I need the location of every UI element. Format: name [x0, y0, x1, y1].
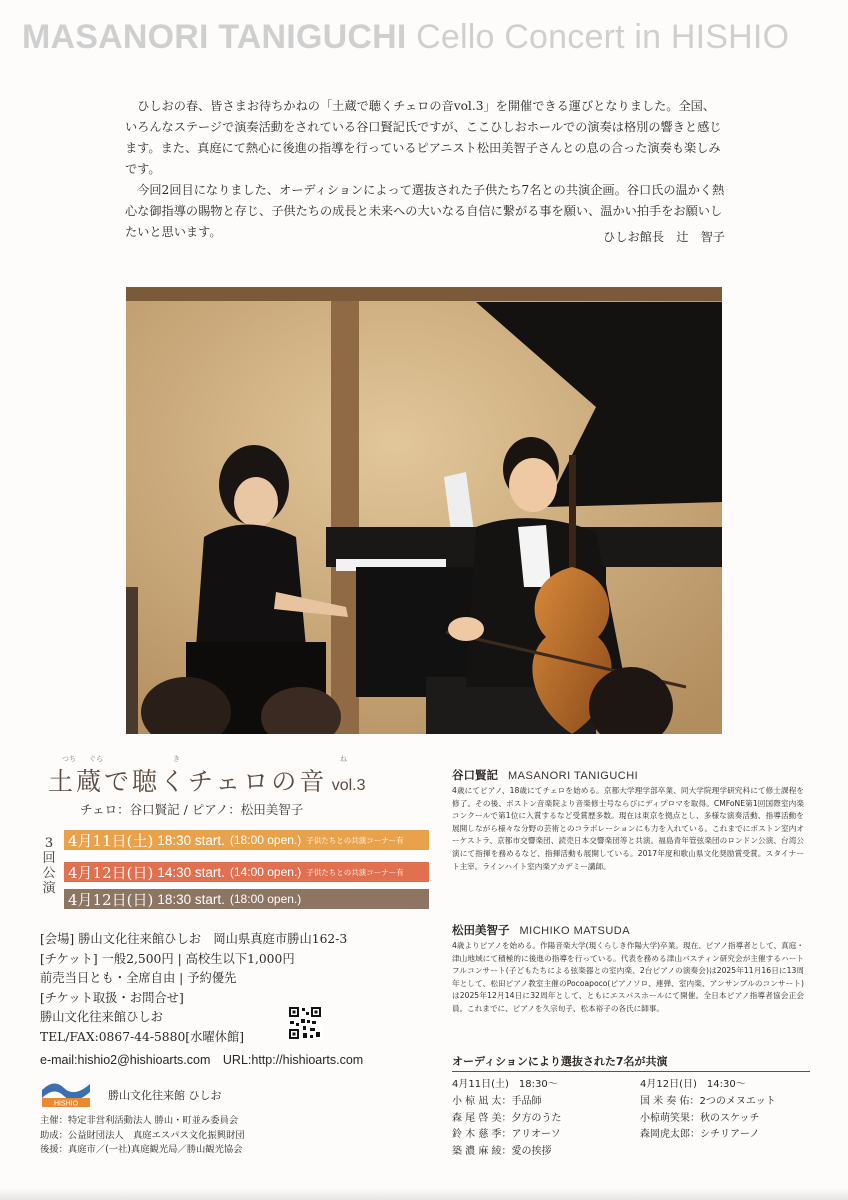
artist-name-en: MASANORI TANIGUCHI — [508, 770, 639, 782]
performance-time: 18:30 start. — [157, 832, 225, 848]
qr-code-icon[interactable] — [288, 1006, 322, 1040]
performance-date: 4月12日(日) — [68, 890, 154, 909]
performance-date: 4月12日(日) — [68, 863, 154, 882]
venue-line: [会場] 勝山文化往来館ひしお 岡山県真庭市勝山162-3 — [40, 932, 348, 946]
list-item: 鈴 木 慈 季：アリオーソ — [452, 1129, 561, 1141]
performance-row — [64, 889, 429, 909]
contact-name: 勝山文化往来館ひしお — [40, 1010, 163, 1024]
audition-day1 — [452, 1077, 562, 1161]
sponsor-support: 後援：真庭市／(一社)真庭観光局／勝山観光協会 — [40, 1144, 243, 1155]
intro-text — [125, 96, 725, 243]
scan-bottom-edge — [0, 1188, 848, 1200]
intro-paragraph-2: 今回2回目になりました、オーディションによって選抜された子供たち7名との共演企画。谷口氏の温かく熱心な御指導の賜物と存じ、子供たちの成長と未来への大いなる自信に繋がる事を願い、温かい拍手をお願いしたいと思います。 — [125, 183, 725, 239]
list-item: 小 椋 凪 太：手品師 — [452, 1095, 542, 1107]
performance-open: (18:00 open.) — [229, 892, 302, 906]
sponsor-grant: 助成：公益財団法人 真庭エスパス文化振興財団 — [40, 1129, 245, 1141]
artist-name-taniguchi — [452, 767, 638, 783]
audition-day2-header: 4月12日(日) 14:30～ — [640, 1079, 746, 1090]
artist-name-en: MICHIKO MATSUDA — [519, 925, 631, 937]
sponsor-organizer: 主催：特定非営利活動法人 勝山・町並み委員会 — [40, 1115, 239, 1126]
performance-row — [64, 830, 429, 850]
list-item: 築 濃 麻 綾：愛の挨拶 — [452, 1146, 552, 1158]
ruby-gura: ぐら — [89, 755, 103, 763]
list-item: 森岡虎太郎：シチリアーノ — [640, 1129, 760, 1141]
concert-vol: vol.3 — [327, 777, 366, 794]
artist-name-ja: 松田美智子 — [452, 923, 510, 937]
performance-time: 14:30 start. — [157, 864, 225, 880]
poster-header — [22, 18, 832, 57]
seating-line: 前売当日とも・全席自由 | 予約優先 — [40, 971, 237, 985]
list-item: 森 尾 啓 美：夕方のうた — [452, 1112, 562, 1124]
performance-time: 18:30 start. — [157, 891, 225, 907]
concert-subtitle: チェロ：谷口賢記 / ピアノ：松田美智子 — [80, 802, 304, 817]
performance-note: 子供たちとの共演コーナー有 — [306, 835, 404, 845]
audition-day1-header: 4月11日(土) 18:30～ — [452, 1079, 558, 1090]
email-url-line[interactable]: e-mail:hishio2@hishioarts.com URL:http://hishioarts.com — [40, 1053, 364, 1067]
artist-bio-matsuda: 4歳よりピアノを始める。作陽音楽大学(現くらしき作陽大学)卒業。現在、ピアノ指導者として、真庭・津山地域にて積極的に後進の指導を行っている。代表を務める津山バスティン研究会が主催するハートフルコンサート(子どもたちによる弦楽器との室内楽、2台ピアノの演奏会)は2025年11月16日に13周年として、松田ピアノ教室主催のPocoapoco(ピアノソロ、連弾、室内楽、アンサンブルのコンサート)は2025年12月14日に32周年として、ともにエスパスホールにて開催。全日本ピアノ指導者協会正会員。これまでに、ピアノを久宗旬子、松本裕子の各氏に師事。 — [452, 941, 804, 1013]
performance-open: (18:00 open.) — [229, 833, 302, 847]
audition-day2 — [640, 1077, 776, 1144]
performance-note: 子供たちとの共演コーナー有 — [306, 867, 404, 877]
header-rest: Cello Concert in HISHIO — [406, 18, 790, 56]
performance-row — [64, 862, 429, 882]
intro-signature: ひしお館長 辻 智子 — [603, 230, 725, 244]
ruby-ne: ね — [340, 755, 347, 763]
artist-name-matsuda — [452, 922, 630, 938]
artist-name-ja: 谷口賢記 — [452, 768, 498, 782]
performances-count-label: 3 回 公 演 — [42, 836, 56, 896]
ticket-line: [チケット] 一般2,500円 | 高校生以下1,000円 — [40, 951, 295, 966]
performance-open: (14:00 open.) — [229, 865, 302, 879]
concert-photo — [126, 287, 722, 734]
concert-title — [48, 762, 366, 798]
ruby-tsuchi: つち — [62, 755, 76, 763]
event-info — [40, 930, 440, 1047]
artist-bio-taniguchi: 4歳にてピアノ、18歳にてチェロを始める。京都大学理学部卒業、同大学院理学研究科にて修士課程を修了。その後、ボストン音楽院より音楽修士号ならびにディプロマを取得。CMFoNE第1回国際室内楽コンクールで第1位に入賞するなど受賞歴多数。現在は東京を拠点とし、多様な演奏活動、指導活動を展開しながら様々な分野の芸術とのコラボレーションにも力を入れている。これまでにボストン室内オーケストラ、京都市交響楽団、読売日本交響楽団等と共演。福島青年管弦楽団のロンドン公演、台湾公演にて指揮を務めるなど、指揮活動も展開している。2017年度和歌山県文化奨励賞受賞。スタイナート主宰。ラインハイト室内楽アカデミー講師。 — [452, 786, 804, 871]
intro-paragraph-1: ひしおの春、皆さまお待ちかねの「土蔵で聴くチェロの音vol.3」を開催できる運びとなりました。全国、いろんなステージで演奏活動をされている谷口賢記氏ですが、ここひしおホールでの演奏は格別の響きと感じます。また、真庭にて熱心に後進の指導を行っているピアニスト松田美智子さんとの息の合った演奏も楽しみです。 — [125, 99, 722, 176]
sponsors — [40, 1114, 245, 1158]
audition-heading: オーディションにより選抜された7名が共演 — [452, 1055, 668, 1068]
header-name: MASANORI TANIGUCHI — [22, 18, 407, 56]
svg-text:HISHIO: HISHIO — [53, 1100, 79, 1108]
tel-line: TEL/FAX:0867-44-5880[水曜休館] — [40, 1029, 245, 1044]
hishio-logo — [40, 1076, 92, 1108]
concert-title-text: 土蔵で聴くチェロの音 — [48, 767, 328, 796]
audition-divider — [452, 1071, 810, 1072]
list-item: 小椋萌笑果：秋のスケッチ — [640, 1112, 760, 1124]
org-name: 勝山文化往来館 ひしお — [108, 1089, 222, 1102]
contact-heading: [チケット取扱・お問合せ] — [40, 990, 184, 1005]
ruby-ki: き — [173, 755, 180, 763]
performance-date: 4月11日(土) — [68, 831, 154, 850]
list-item: 国 米 奏 佑：2つのメヌエット — [640, 1095, 776, 1107]
